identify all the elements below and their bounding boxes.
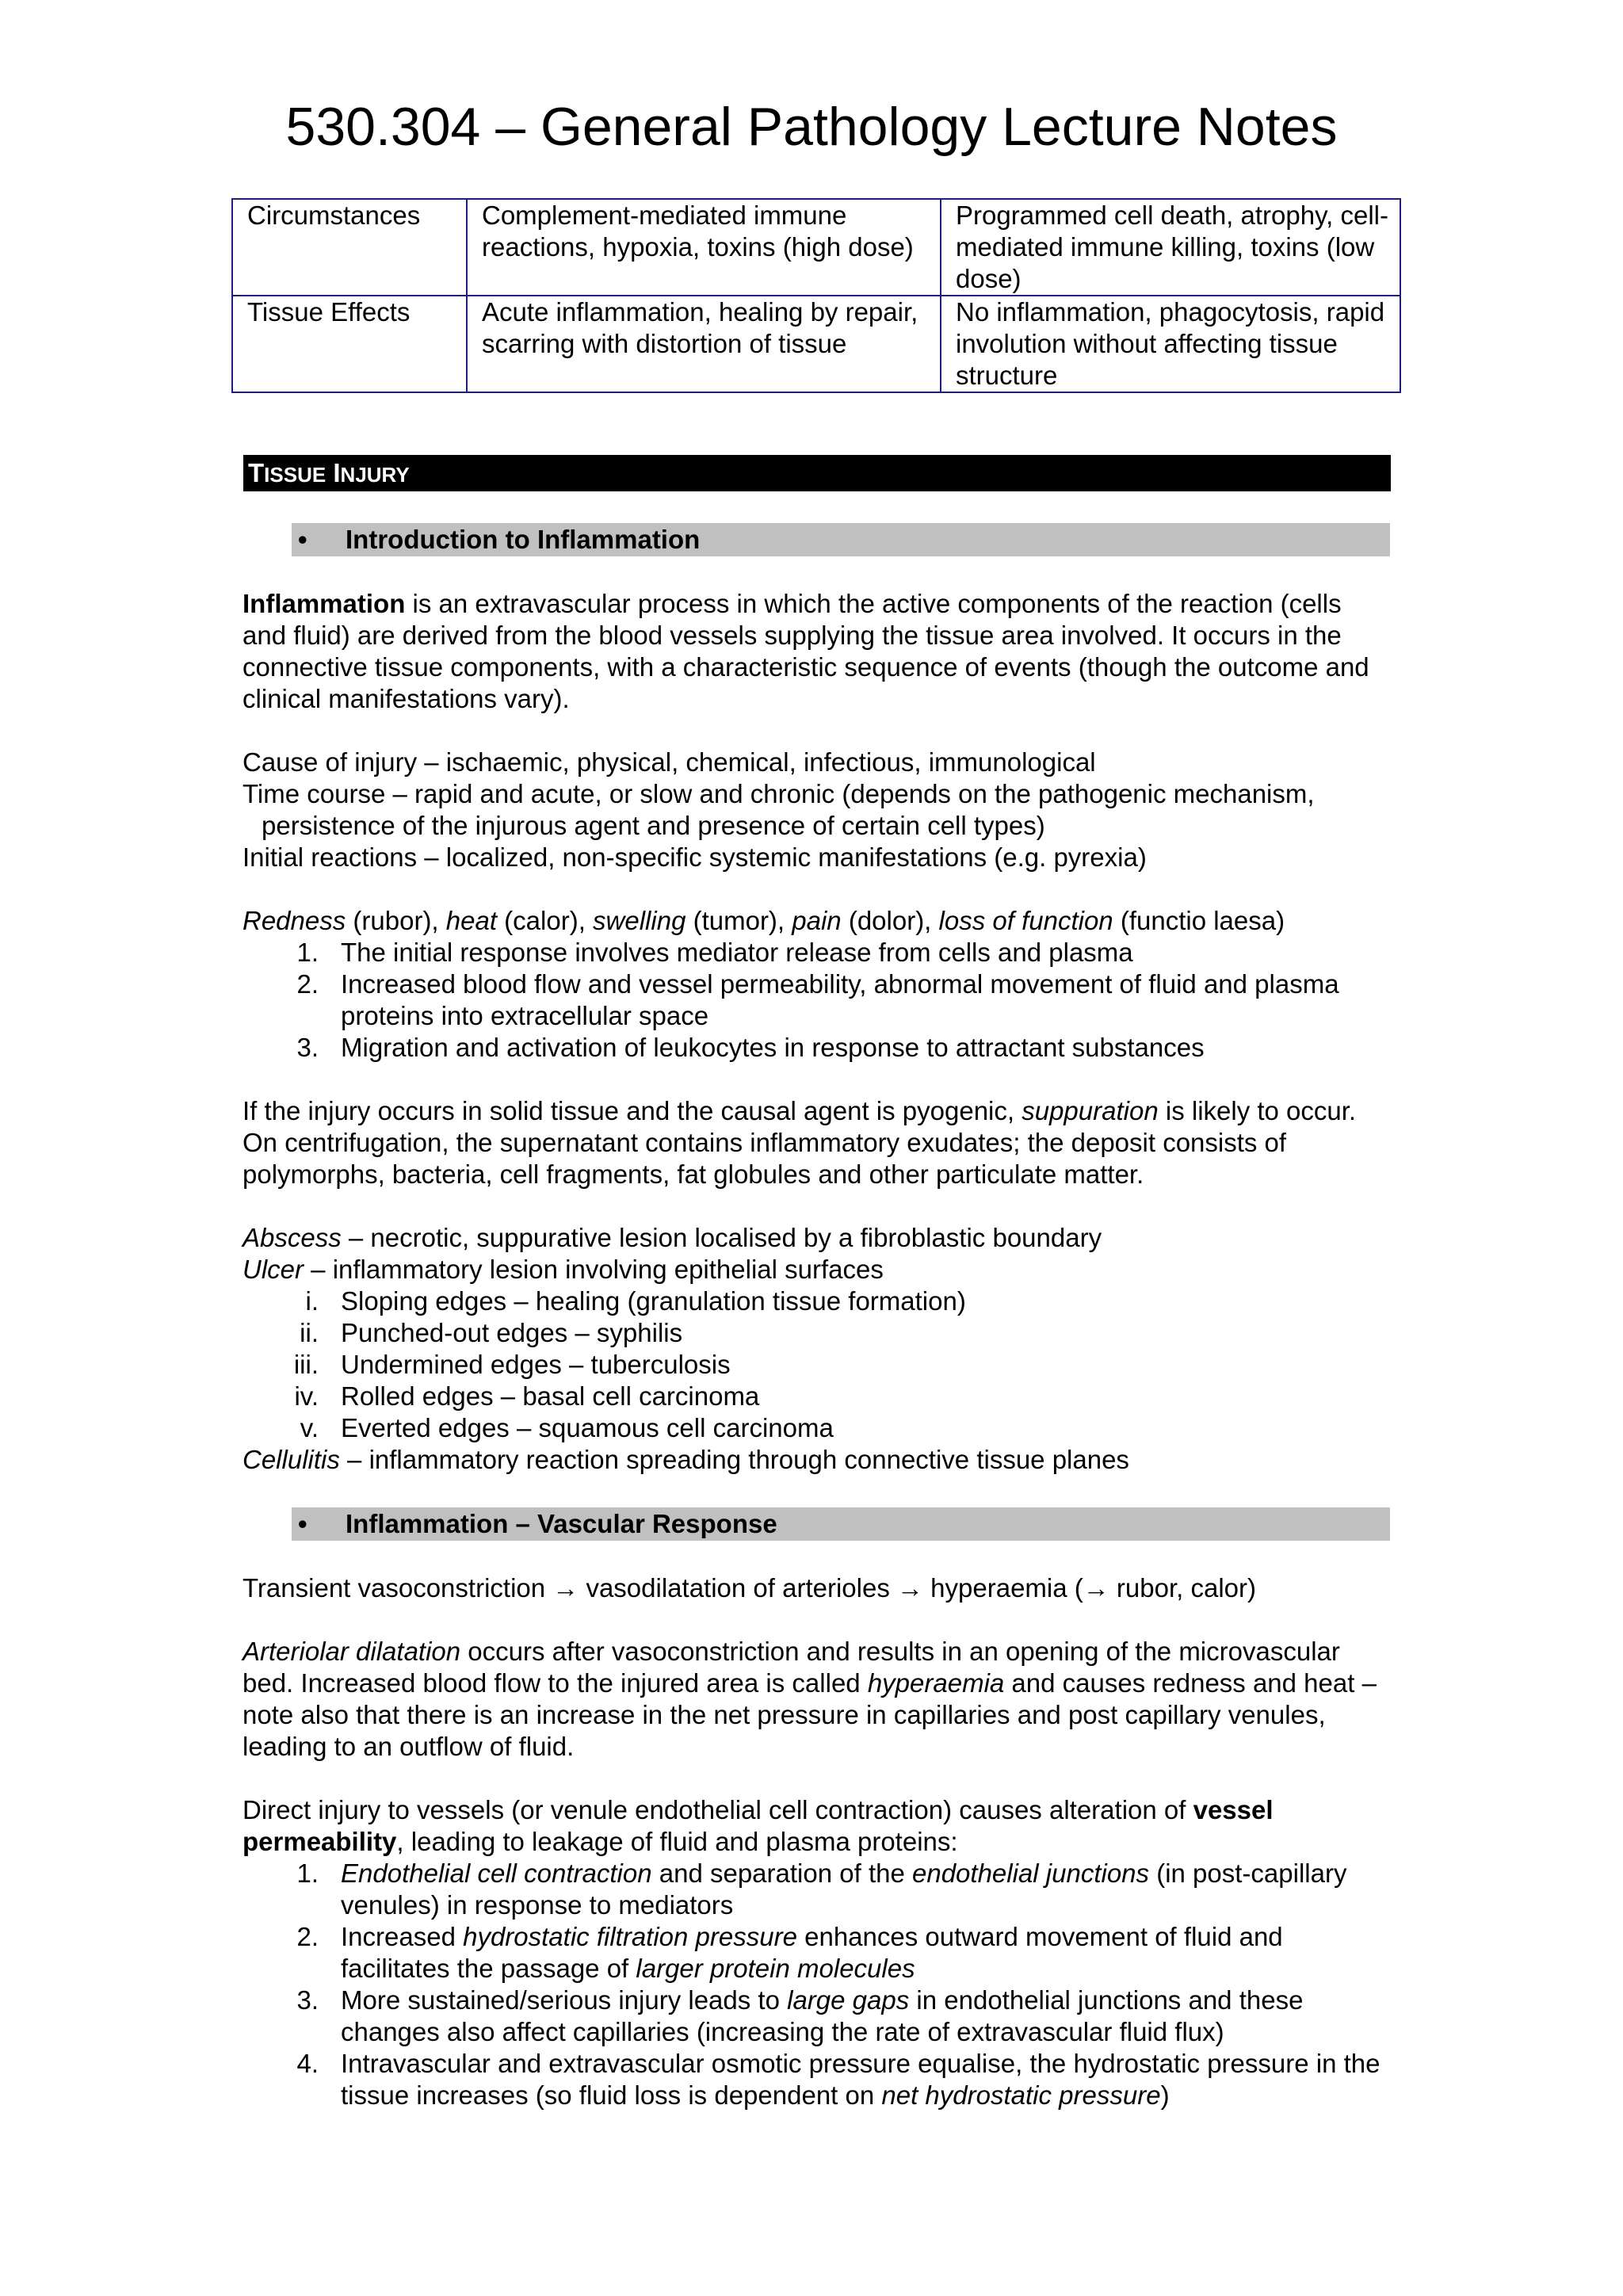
term-italic: hydrostatic filtration pressure <box>463 1922 797 1951</box>
paragraph-text: – necrotic, suppurative lesion localised by a fibroblastic boundary <box>341 1223 1102 1252</box>
list-text: More sustained/serious injury leads to <box>341 1985 788 2015</box>
heading-letter: I <box>333 458 341 487</box>
table-cell: Circumstances <box>232 199 467 296</box>
term-italic: Ulcer <box>242 1255 304 1284</box>
list-item <box>242 968 1392 1032</box>
list-number: 4. <box>296 2049 319 2078</box>
ulcer-line <box>242 1254 1392 1286</box>
list-item <box>242 1317 1392 1349</box>
term-italic: Abscess <box>242 1223 342 1252</box>
term-italic: Endothelial cell contraction <box>341 1859 652 1888</box>
paragraph-text: is an extravascular process in which the active components of the reaction (cells and fluid) are derived from the blood vessels supplying the tissue area involved. It occurs in the connective tissue components, with a characteristic sequence of events (though the outcome and clinical manifestations vary). <box>242 589 1369 713</box>
term-italic: pain <box>792 906 842 935</box>
term-italic: larger protein molecules <box>636 1954 915 1983</box>
list-item <box>242 1921 1392 1985</box>
subheading-introduction <box>292 523 1390 556</box>
initial-reactions-line: Initial reactions – localized, non-specific systemic manifestations (e.g. pyrexia) <box>242 842 1147 872</box>
table-row <box>232 199 1400 296</box>
term-italic: large gaps <box>787 1985 910 2015</box>
paragraph-text: If the injury occurs in solid tissue and the causal agent is pyogenic, <box>242 1096 1022 1125</box>
table-cell: Complement-mediated immune reactions, hypoxia, toxins (high dose) <box>467 199 941 296</box>
list-text: ) <box>1160 2080 1170 2110</box>
abscess-line <box>242 1222 1392 1254</box>
list-item <box>242 1858 1392 1921</box>
roman-list <box>242 1286 1392 1444</box>
vascular-sequence: Transient vasoconstriction → vasodilatation of arterioles → hyperaemia (→ rubor, calor) <box>242 1573 1256 1603</box>
table-row <box>232 296 1400 392</box>
list-item <box>242 1032 1392 1064</box>
intro-paragraph <box>242 588 1392 715</box>
cardinal-signs <box>242 905 1392 937</box>
term-bold: vessel permeability <box>242 1795 1274 1856</box>
numbered-list <box>242 1858 1392 2111</box>
paragraph-text: (tumor), <box>685 906 792 935</box>
subheading-text: Inflammation – Vascular Response <box>346 1509 777 1538</box>
subheading-vascular-response <box>292 1507 1390 1541</box>
permeability-paragraph <box>242 1794 1392 1858</box>
paragraph-text: – inflammatory lesion involving epithelial surfaces <box>304 1255 884 1284</box>
bullet-icon: • <box>298 1509 307 1538</box>
paragraph-text: and causes redness and heat – note also that there is an increase in the net pressure in capillaries and post capillary venules, leading to an outflow of fluid. <box>242 1668 1377 1761</box>
numbered-list <box>242 937 1392 1064</box>
list-text: Undermined edges – tuberculosis <box>341 1350 731 1379</box>
list-item <box>242 937 1392 968</box>
list-text: Migration and activation of leukocytes in response to attractant substances <box>341 1033 1205 1062</box>
term-italic: net hydrostatic pressure <box>881 2080 1161 2110</box>
list-text: (in post-capillary venules) in response to mediators <box>341 1859 1347 1920</box>
document-body <box>242 455 1392 2111</box>
list-text: enhances outward movement of fluid and facilitates the passage of <box>341 1922 1283 1983</box>
list-number: iv. <box>294 1381 319 1411</box>
list-item <box>242 2048 1392 2111</box>
list-text: Increased blood flow and vessel permeability, abnormal movement of fluid and plasma proteins into extracellular space <box>341 969 1339 1030</box>
bullet-icon: • <box>298 525 307 554</box>
heading-smallcaps: ISSUE <box>264 463 327 487</box>
paragraph-text: Direct injury to vessels (or venule endothelial cell contraction) causes alteration of <box>242 1795 1193 1824</box>
table-cell: No inflammation, phagocytosis, rapid involution without affecting tissue structure <box>941 296 1400 392</box>
paragraph-text: , leading to leakage of fluid and plasma proteins: <box>396 1827 958 1856</box>
subheading-text: Introduction to Inflammation <box>346 525 701 554</box>
list-text: Everted edges – squamous cell carcinoma <box>341 1413 834 1442</box>
paragraph-text: (rubor), <box>346 906 446 935</box>
paragraph-text: (dolor), <box>841 906 939 935</box>
list-number: 1. <box>296 1859 319 1888</box>
list-number: i. <box>305 1286 319 1316</box>
list-text: in endothelial junctions and these changes also affect capillaries (increasing the rate of extravascular fluid flux) <box>341 1985 1304 2046</box>
paragraph-text: occurs after vasoconstriction and results in an opening of the microvascular bed. Increased blood flow to the injured area is called <box>242 1637 1340 1698</box>
term-bold: Inflammation <box>242 589 406 618</box>
section-heading-tissue-injury <box>243 455 1391 491</box>
list-item <box>242 1381 1392 1412</box>
term-italic: suppuration <box>1022 1096 1159 1125</box>
arteriolar-paragraph <box>242 1636 1392 1763</box>
list-text: and separation of the <box>651 1859 912 1888</box>
suppuration-paragraph <box>242 1095 1392 1190</box>
list-item <box>242 1349 1392 1381</box>
cellulitis-line <box>242 1444 1392 1476</box>
list-number: 3. <box>296 1033 319 1062</box>
paragraph-text: (calor), <box>497 906 594 935</box>
term-italic: Cellulitis <box>242 1445 340 1474</box>
list-number: 2. <box>296 969 319 999</box>
list-text: Sloping edges – healing (granulation tissue formation) <box>341 1286 966 1316</box>
list-number: 1. <box>296 938 319 967</box>
list-number: ii. <box>300 1318 319 1347</box>
list-item <box>242 1985 1392 2048</box>
term-italic: heat <box>445 906 498 935</box>
heading-smallcaps: NJURY <box>340 463 410 487</box>
list-number: 3. <box>296 1985 319 2015</box>
term-italic: hyperaemia <box>867 1668 1005 1698</box>
list-number: iii. <box>293 1350 319 1379</box>
list-text: Rolled edges – basal cell carcinoma <box>341 1381 760 1411</box>
list-text: The initial response involves mediator release from cells and plasma <box>341 938 1133 967</box>
heading-letter: T <box>248 458 265 487</box>
list-text: Increased <box>341 1922 464 1951</box>
term-italic: loss of function <box>938 906 1113 935</box>
term-italic: swelling <box>593 906 686 935</box>
list-number: 2. <box>296 1922 319 1951</box>
list-item <box>242 1286 1392 1317</box>
paragraph-text: – inflammatory reaction spreading through connective tissue planes <box>339 1445 1129 1474</box>
paragraph-text: (functio laesa) <box>1113 906 1285 935</box>
page-title: 530.304 – General Pathology Lecture Notes <box>285 97 1338 157</box>
comparison-table <box>231 198 1401 393</box>
cause-line: Cause of injury – ischaemic, physical, chemical, infectious, immunological <box>242 747 1096 777</box>
paragraph-text: is likely to occur. On centrifugation, the supernatant contains inflammatory exudates; the deposit consists of polymorphs, bacteria, cell fragments, fat globules and other particulate matter. <box>242 1096 1357 1189</box>
table-cell: Tissue Effects <box>232 296 467 392</box>
term-italic: endothelial junctions <box>911 1859 1150 1888</box>
term-italic: Redness <box>242 906 346 935</box>
list-text: Punched-out edges – syphilis <box>341 1318 683 1347</box>
table-cell: Programmed cell death, atrophy, cell-mediated immune killing, toxins (low dose) <box>941 199 1400 296</box>
list-text: Intravascular and extravascular osmotic pressure equalise, the hydrostatic pressure in the tissue increases (so fluid loss is dependent on <box>341 2049 1381 2110</box>
list-item <box>242 1412 1392 1444</box>
time-course-line: Time course – rapid and acute, or slow and chronic (depends on the pathogenic mechanism, persistence of the injurous agent and presence of certain cell types) <box>242 779 1315 840</box>
table-cell: Acute inflammation, healing by repair, scarring with distortion of tissue <box>467 296 941 392</box>
term-italic: Arteriolar dilatation <box>242 1637 461 1666</box>
list-number: v. <box>300 1413 319 1442</box>
